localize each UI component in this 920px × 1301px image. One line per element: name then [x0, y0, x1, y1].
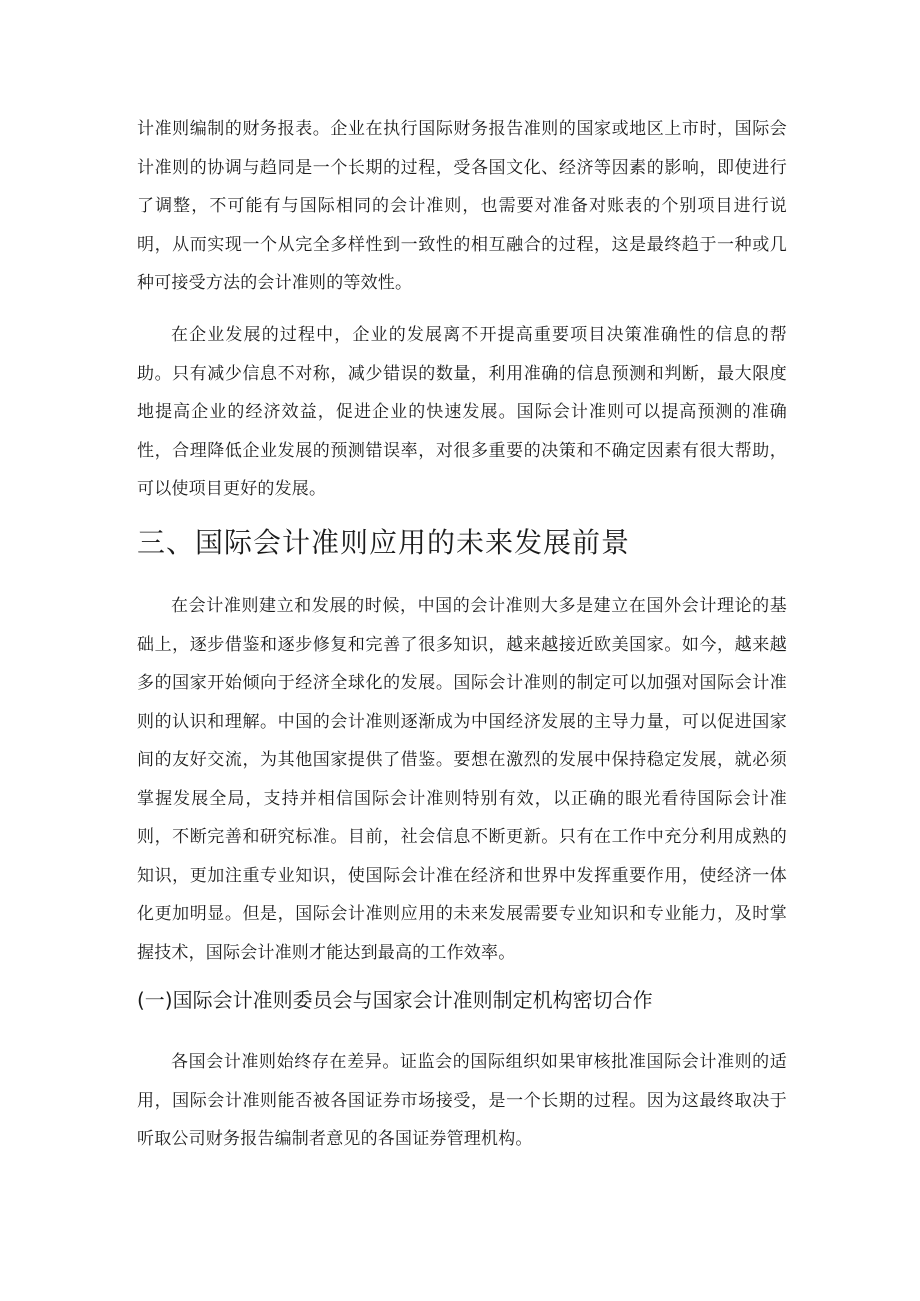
paragraph-continuation: 计准则编制的财务报表。企业在执行国际财务报告准则的国家或地区上市时，国际会计准则的协调与趋同是一个长期的过程，受各国文化、经济等因素的影响，即使进行了调整，不可能有与国际相同的会计准则，也需要对准备对账表的个别项目进行说明，从而实现一个从完全多样性到一致性的相互融合的过程，这是最终趋于一种或几种可接受方法的会计准则的等效性。 [137, 119, 787, 293]
section-heading: 三、国际会计准则应用的未来发展前景 [137, 526, 631, 559]
paragraph-standards-differences: 各国会计准则始终存在差异。证监会的国际组织如果审核批准国际会计准则的适用，国际会计准则能否被各国证券市场接受，是一个长期的过程。因为这最终取决于听取公司财务报告编制者意见的各国证券管理机构。 [137, 1052, 787, 1149]
subsection-heading: (一)国际会计准则委员会与国家会计准则制定机构密切合作 [137, 988, 653, 1012]
paragraph-enterprise-development: 在企业发展的过程中，企业的发展离不开提高重要项目决策准确性的信息的帮助。只有减少信息不对称，减少错误的数量，利用准确的信息预测和判断，最大限度地提高企业的经济效益，促进企业的快速发展。国际会计准则可以提高预测的准确性，合理降低企业发展的预测错误率，对很多重要的决策和不确定因素有很大帮助，可以使项目更好的发展。 [137, 325, 787, 499]
paragraph-future-prospects: 在会计准则建立和发展的时候，中国的会计准则大多是建立在国外会计理论的基础上，逐步借鉴和逐步修复和完善了很多知识，越来越接近欧美国家。如今，越来越多的国家开始倾向于经济全球化的发展。国际会计准则的制定可以加强对国际会计准则的认识和理解。中国的会计准则逐渐成为中国经济发展的主导力量，可以促进国家间的友好交流，为其他国家提供了借鉴。要想在激烈的发展中保持稳定发展，就必须掌握发展全局，支持并相信国际会计准则特别有效，以正确的眼光看待国际会计准则，不断完善和研究标准。目前，社会信息不断更新。只有在工作中充分利用成熟的知识，更加注重专业知识，使国际会计准在经济和世界中发挥重要作用，使经济一体化更加明显。但是，国际会计准则应用的未来发展需要专业知识和专业能力，及时掌握技术，国际会计准则才能达到最高的工作效率。 [137, 596, 787, 963]
